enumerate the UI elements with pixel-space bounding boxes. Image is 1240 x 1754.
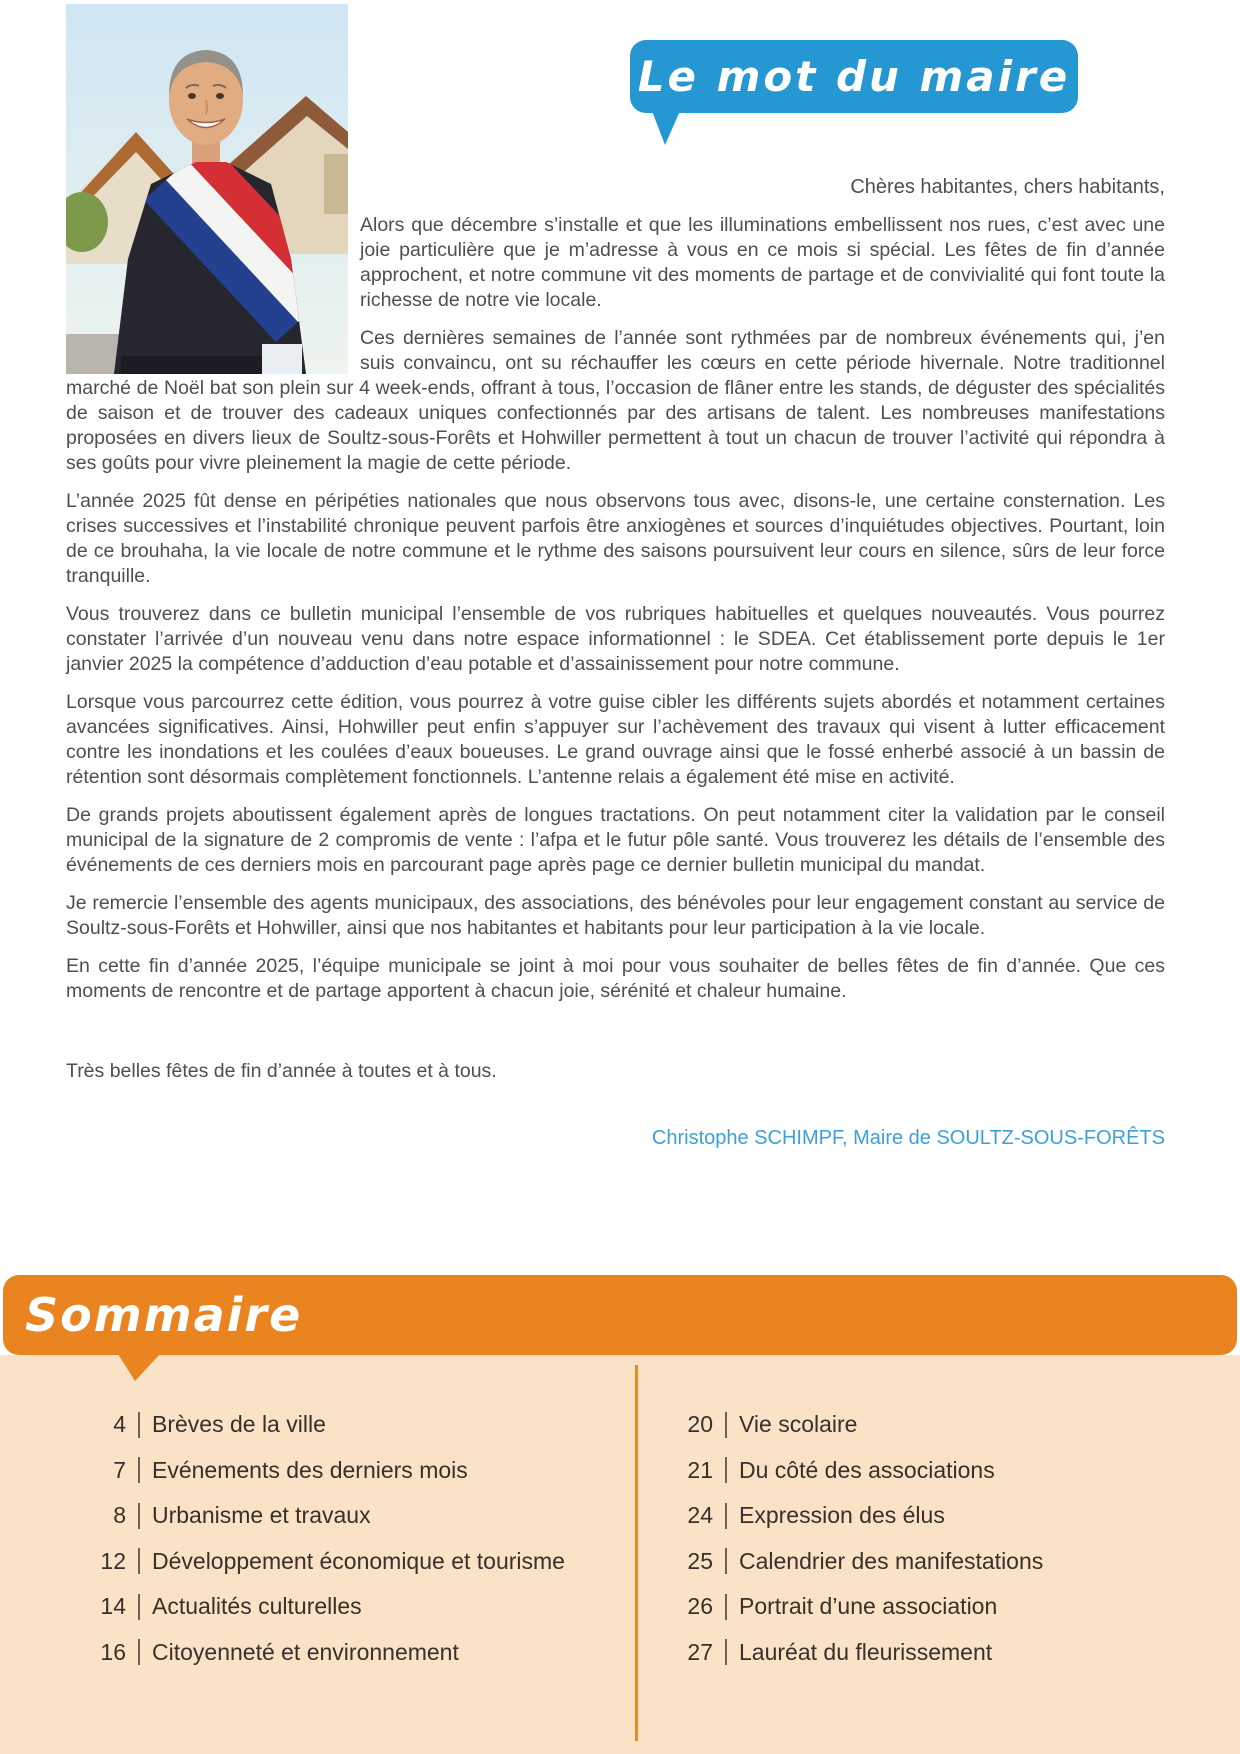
toc-page-number: 14: [100, 1593, 126, 1620]
toc-item-portrait[interactable]: [671, 1584, 1043, 1630]
toc-page-number: 25: [687, 1547, 713, 1574]
page-title: Le mot du maire: [637, 52, 1071, 101]
toc-page-number: 21: [687, 1456, 713, 1483]
toc-page-number: 12: [100, 1547, 126, 1574]
toc-page-number: 8: [113, 1502, 126, 1529]
toc-label: Portrait d’une association: [739, 1593, 998, 1620]
toc-item-developpement[interactable]: [84, 1539, 565, 1585]
title-bubble: [630, 40, 1078, 113]
toc-separator: [725, 1639, 727, 1665]
toc-label: Du côté des associations: [739, 1456, 995, 1483]
toc-separator: [725, 1594, 727, 1620]
sommaire-banner-tail: [118, 1354, 160, 1381]
toc-label: Evénements des derniers mois: [152, 1456, 468, 1483]
toc-label: Brèves de la ville: [152, 1411, 326, 1438]
toc-separator: [138, 1503, 140, 1529]
toc-separator: [725, 1548, 727, 1574]
toc-label: Calendrier des manifestations: [739, 1547, 1044, 1574]
toc-item-expression-elus[interactable]: [671, 1493, 1043, 1539]
toc-item-fleurissement[interactable]: [671, 1630, 1043, 1676]
toc-page-number: 20: [687, 1411, 713, 1438]
sommaire-banner: [3, 1275, 1237, 1355]
toc-separator: [138, 1639, 140, 1665]
toc-column-divider: [635, 1365, 638, 1741]
toc-item-breves[interactable]: [84, 1402, 565, 1448]
toc-item-calendrier[interactable]: [671, 1539, 1043, 1585]
toc-item-citoyennete[interactable]: [84, 1630, 565, 1676]
toc-label: Citoyenneté et environnement: [152, 1638, 459, 1665]
toc-item-associations[interactable]: [671, 1448, 1043, 1494]
toc-separator: [138, 1412, 140, 1438]
toc-right-column: [671, 1402, 1043, 1675]
closing-line: Très belles fêtes de fin d’année à toutes et à tous.: [66, 1060, 497, 1082]
toc-page-number: 7: [113, 1456, 126, 1483]
toc-label: Développement économique et tourisme: [152, 1547, 565, 1574]
letter-paragraph: Ces dernières semaines de l’année sont rythmées par de nombreux événements qui, j’en suis convaincu, ont su réchauffer les cœurs en cette période hivernale. Notre traditionnel marché de Noël bat son plein sur 4 week-ends, offrant à tous, l’occasion de flâner entre les stands, de déguster des spécialités de saison et de trouver des cadeaux uniques confectionnés par des artisans de talent. Les nombreuses manifestations proposées en divers lieux de Soultz-sous-Forêts et Hohwiller permettent à tout un chacun de trouver l’activité qui répondra à ses goûts pour vivre pleinement la magie de cette période.: [66, 327, 1165, 474]
letter-paragraph: Je remercie l’ensemble des agents municipaux, des associations, des bénévoles pour leur engagement constant au service de Soultz-sous-Forêts et Hohwiller, ainsi que nos habitantes et habitants pour leur participation à la vie locale.: [66, 892, 1165, 939]
toc-item-evenements[interactable]: [84, 1448, 565, 1494]
table-of-contents: [0, 1275, 1240, 1754]
letter-paragraph: Lorsque vous parcourrez cette édition, vous pourrez à votre guise cibler les différents sujets abordés et notamment certaines avancées significatives. Ainsi, Hohwiller peut enfin s’appuyer sur l’achèvement des travaux qui visent à lutter efficacement contre les inondations et les coulées d’eaux boueuses. Le grand ouvrage ainsi que le fossé enherbé associé à un bassin de rétention sont désormais complètement fonctionnels. L’antenne relais a également été mise en activité.: [66, 691, 1165, 788]
letter-paragraph: De grands projets aboutissent également après de longues tractations. On peut notamment citer la validation par le conseil municipal de la signature de 2 compromis de vente : l’afpa et le futur pôle santé. Vous trouverez les détails de l’ensemble des événements de ces derniers mois en parcourant page après page ce dernier bulletin municipal du mandat.: [66, 804, 1165, 876]
letter-paragraph: L’année 2025 fût dense en péripéties nationales que nous observons tous avec, disons-le, une certaine consternation. Les crises successives et l’instabilité chronique peuvent parfois être anxiogènes et sources d’inquiétudes objectives. Pourtant, loin de ce brouhaha, la vie locale de notre commune et le rythme des saisons poursuivent leur cours en silence, sûrs de leur force tranquille.: [66, 490, 1165, 587]
toc-separator: [138, 1594, 140, 1620]
toc-separator: [725, 1503, 727, 1529]
toc-item-urbanisme[interactable]: [84, 1493, 565, 1539]
mayor-portrait-illustration: [66, 4, 348, 374]
toc-separator: [138, 1548, 140, 1574]
letter-paragraph: En cette fin d’année 2025, l’équipe municipale se joint à moi pour vous souhaiter de belles fêtes de fin d’année. Que ces moments de rencontre et de partage apportent à chacun joie, sérénité et chaleur humaine.: [66, 955, 1165, 1002]
toc-label: Urbanisme et travaux: [152, 1502, 371, 1529]
letter-paragraph: Alors que décembre s’installe et que les illuminations embellissent nos rues, c’est avec une joie particulière que je m’adresse à vous en ce mois si spécial. Les fêtes de fin d’année approchent, et notre commune vit des moments de partage et de convivialité qui font toute la richesse de notre vie locale.: [360, 214, 1165, 311]
toc-separator: [725, 1412, 727, 1438]
toc-label: Actualités culturelles: [152, 1593, 362, 1620]
greeting-line: Chères habitantes, chers habitants,: [850, 176, 1165, 198]
signature-line: Christophe SCHIMPF, Maire de SOULTZ-SOUS-FORÊTS: [651, 1127, 1165, 1149]
toc-page-number: 24: [687, 1502, 713, 1529]
toc-label: Expression des élus: [739, 1502, 945, 1529]
letter-paragraph: Vous trouverez dans ce bulletin municipal l’ensemble de vos rubriques habituelles et quelques nouveautés. Vous pourrez constater l’arrivée d’un nouveau venu dans notre espace informationnel : le SDEA. Cet établissement porte depuis le 1er janvier 2025 la compétence d’adduction d’eau potable et d’assainissement pour notre commune.: [66, 603, 1165, 675]
toc-label: Vie scolaire: [739, 1411, 858, 1438]
toc-separator: [725, 1457, 727, 1483]
toc-label: Lauréat du fleurissement: [739, 1638, 993, 1665]
toc-page-number: 27: [687, 1638, 713, 1665]
toc-page-number: 26: [687, 1593, 713, 1620]
toc-page-number: 16: [100, 1638, 126, 1665]
toc-item-actualites[interactable]: [84, 1584, 565, 1630]
toc-separator: [138, 1457, 140, 1483]
title-bubble-tail: [652, 111, 680, 145]
toc-left-column: [84, 1402, 565, 1675]
toc-item-vie-scolaire[interactable]: [671, 1402, 1043, 1448]
mayor-photo: [66, 4, 348, 374]
sommaire-title: Sommaire: [25, 1288, 303, 1342]
toc-page-number: 4: [113, 1411, 126, 1438]
